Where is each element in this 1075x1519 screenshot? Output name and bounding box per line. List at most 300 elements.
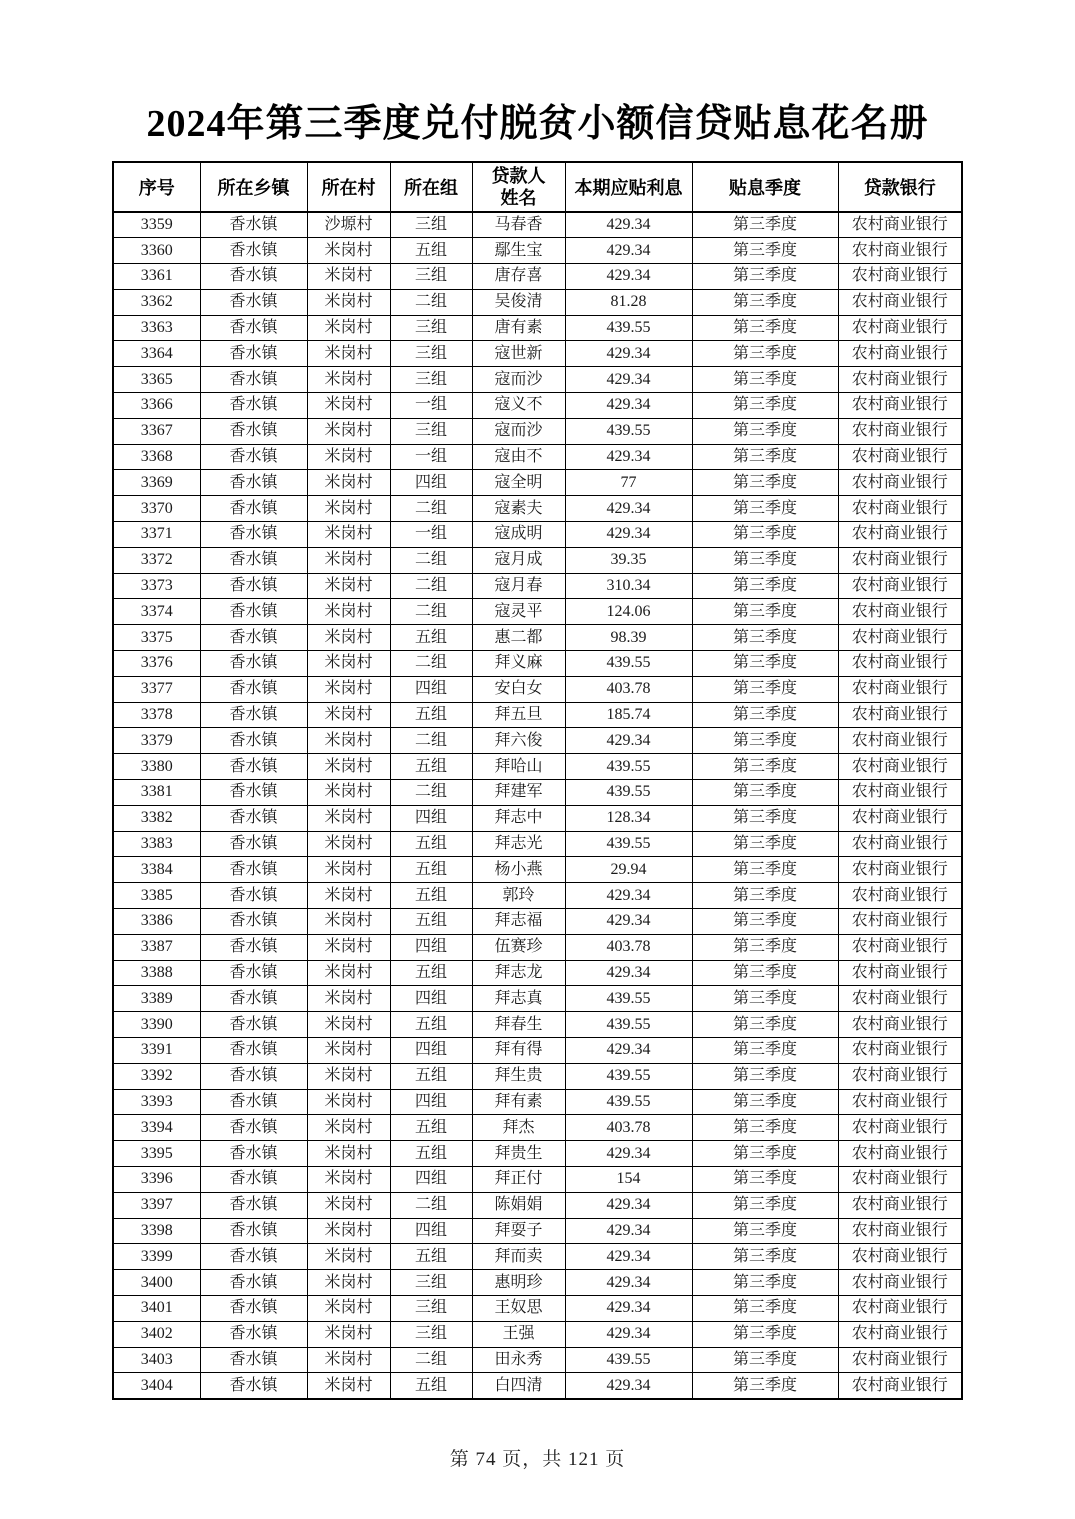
table-row: [113, 367, 962, 393]
cell-seq: 3368: [113, 444, 200, 470]
cell-township: 香水镇: [200, 444, 307, 470]
cell-village: 米岗村: [307, 1012, 390, 1038]
table-row: [113, 780, 962, 806]
cell-seq: 3376: [113, 651, 200, 677]
cell-village: 米岗村: [307, 857, 390, 883]
cell-name: 吴俊清: [472, 289, 565, 315]
cell-township: 香水镇: [200, 1063, 307, 1089]
cell-bank: 农村商业银行: [838, 625, 962, 651]
cell-township: 香水镇: [200, 1038, 307, 1064]
cell-name: 王强: [472, 1321, 565, 1347]
col-header-quarter: 贴息季度: [692, 162, 838, 212]
cell-bank: 农村商业银行: [838, 883, 962, 909]
cell-interest: 429.34: [565, 444, 692, 470]
cell-quarter: 第三季度: [692, 289, 838, 315]
cell-group: 二组: [390, 289, 472, 315]
cell-interest: 429.34: [565, 1321, 692, 1347]
cell-village: 米岗村: [307, 341, 390, 367]
cell-village: 米岗村: [307, 883, 390, 909]
cell-bank: 农村商业银行: [838, 1141, 962, 1167]
cell-bank: 农村商业银行: [838, 1089, 962, 1115]
cell-group: 五组: [390, 1141, 472, 1167]
cell-quarter: 第三季度: [692, 1373, 838, 1399]
cell-bank: 农村商业银行: [838, 1244, 962, 1270]
table-row: [113, 702, 962, 728]
cell-village: 米岗村: [307, 444, 390, 470]
cell-interest: 439.55: [565, 754, 692, 780]
cell-township: 香水镇: [200, 315, 307, 341]
cell-group: 四组: [390, 805, 472, 831]
cell-township: 香水镇: [200, 1192, 307, 1218]
cell-seq: 3365: [113, 367, 200, 393]
cell-bank: 农村商业银行: [838, 1012, 962, 1038]
cell-quarter: 第三季度: [692, 857, 838, 883]
table-row: [113, 341, 962, 367]
cell-group: 二组: [390, 1347, 472, 1373]
cell-bank: 农村商业银行: [838, 651, 962, 677]
cell-interest: 429.34: [565, 1192, 692, 1218]
cell-group: 五组: [390, 960, 472, 986]
cell-group: 二组: [390, 780, 472, 806]
cell-seq: 3366: [113, 393, 200, 419]
table-row: [113, 1244, 962, 1270]
cell-quarter: 第三季度: [692, 960, 838, 986]
cell-seq: 3381: [113, 780, 200, 806]
cell-township: 香水镇: [200, 883, 307, 909]
cell-name: 唐有素: [472, 315, 565, 341]
cell-group: 二组: [390, 547, 472, 573]
cell-name: 拜志福: [472, 909, 565, 935]
table-row: [113, 1012, 962, 1038]
cell-interest: 403.78: [565, 1115, 692, 1141]
table-row: [113, 960, 962, 986]
cell-seq: 3400: [113, 1270, 200, 1296]
cell-group: 五组: [390, 1373, 472, 1399]
cell-name: 拜五旦: [472, 702, 565, 728]
cell-interest: 403.78: [565, 676, 692, 702]
cell-interest: 429.34: [565, 1038, 692, 1064]
cell-village: 米岗村: [307, 1166, 390, 1192]
cell-village: 米岗村: [307, 702, 390, 728]
cell-group: 五组: [390, 1244, 472, 1270]
cell-quarter: 第三季度: [692, 1244, 838, 1270]
cell-quarter: 第三季度: [692, 444, 838, 470]
cell-township: 香水镇: [200, 1295, 307, 1321]
cell-name: 寇由不: [472, 444, 565, 470]
cell-seq: 3372: [113, 547, 200, 573]
cell-township: 香水镇: [200, 238, 307, 264]
cell-name: 郭玲: [472, 883, 565, 909]
table-row: [113, 651, 962, 677]
cell-bank: 农村商业银行: [838, 393, 962, 419]
cell-group: 一组: [390, 444, 472, 470]
table-row: [113, 315, 962, 341]
cell-interest: 429.34: [565, 522, 692, 548]
cell-seq: 3382: [113, 805, 200, 831]
cell-seq: 3403: [113, 1347, 200, 1373]
cell-name: 拜耍子: [472, 1218, 565, 1244]
cell-seq: 3393: [113, 1089, 200, 1115]
cell-group: 三组: [390, 1321, 472, 1347]
cell-township: 香水镇: [200, 676, 307, 702]
cell-seq: 3379: [113, 728, 200, 754]
cell-name: 白四清: [472, 1373, 565, 1399]
cell-name: 寇全明: [472, 470, 565, 496]
cell-group: 三组: [390, 264, 472, 290]
cell-township: 香水镇: [200, 264, 307, 290]
cell-township: 香水镇: [200, 1270, 307, 1296]
cell-interest: 439.55: [565, 1089, 692, 1115]
cell-seq: 3359: [113, 212, 200, 238]
col-header-village: 所在村: [307, 162, 390, 212]
cell-bank: 农村商业银行: [838, 1295, 962, 1321]
cell-interest: 77: [565, 470, 692, 496]
cell-seq: 3398: [113, 1218, 200, 1244]
cell-seq: 3394: [113, 1115, 200, 1141]
table-row: [113, 857, 962, 883]
cell-bank: 农村商业银行: [838, 780, 962, 806]
cell-quarter: 第三季度: [692, 496, 838, 522]
cell-group: 四组: [390, 1218, 472, 1244]
cell-name: 杨小燕: [472, 857, 565, 883]
cell-group: 一组: [390, 393, 472, 419]
table-row: [113, 909, 962, 935]
cell-group: 五组: [390, 909, 472, 935]
cell-name: 寇月成: [472, 547, 565, 573]
cell-group: 四组: [390, 1166, 472, 1192]
cell-village: 米岗村: [307, 522, 390, 548]
cell-seq: 3386: [113, 909, 200, 935]
cell-village: 米岗村: [307, 625, 390, 651]
cell-seq: 3388: [113, 960, 200, 986]
cell-interest: 439.55: [565, 651, 692, 677]
cell-township: 香水镇: [200, 831, 307, 857]
cell-bank: 农村商业银行: [838, 728, 962, 754]
cell-interest: 439.55: [565, 418, 692, 444]
cell-bank: 农村商业银行: [838, 805, 962, 831]
cell-group: 四组: [390, 934, 472, 960]
table-row: [113, 1115, 962, 1141]
cell-interest: 439.55: [565, 315, 692, 341]
cell-seq: 3396: [113, 1166, 200, 1192]
cell-bank: 农村商业银行: [838, 857, 962, 883]
cell-township: 香水镇: [200, 754, 307, 780]
table-row: [113, 676, 962, 702]
cell-interest: 29.94: [565, 857, 692, 883]
cell-seq: 3389: [113, 986, 200, 1012]
cell-group: 四组: [390, 1038, 472, 1064]
table-row: [113, 1089, 962, 1115]
cell-township: 香水镇: [200, 393, 307, 419]
cell-interest: 429.34: [565, 393, 692, 419]
cell-seq: 3390: [113, 1012, 200, 1038]
cell-township: 香水镇: [200, 986, 307, 1012]
cell-quarter: 第三季度: [692, 909, 838, 935]
cell-quarter: 第三季度: [692, 393, 838, 419]
table-row: [113, 1270, 962, 1296]
cell-interest: 39.35: [565, 547, 692, 573]
cell-interest: 439.55: [565, 986, 692, 1012]
cell-bank: 农村商业银行: [838, 341, 962, 367]
cell-bank: 农村商业银行: [838, 1218, 962, 1244]
cell-quarter: 第三季度: [692, 573, 838, 599]
cell-bank: 农村商业银行: [838, 909, 962, 935]
cell-quarter: 第三季度: [692, 238, 838, 264]
cell-seq: 3361: [113, 264, 200, 290]
cell-village: 米岗村: [307, 728, 390, 754]
cell-group: 二组: [390, 651, 472, 677]
cell-bank: 农村商业银行: [838, 444, 962, 470]
cell-village: 米岗村: [307, 805, 390, 831]
cell-quarter: 第三季度: [692, 547, 838, 573]
table-row: [113, 831, 962, 857]
cell-interest: 429.34: [565, 496, 692, 522]
cell-village: 米岗村: [307, 651, 390, 677]
col-header-group: 所在组: [390, 162, 472, 212]
cell-interest: 429.34: [565, 264, 692, 290]
cell-interest: 429.34: [565, 1270, 692, 1296]
table-row: [113, 625, 962, 651]
cell-township: 香水镇: [200, 1218, 307, 1244]
col-header-borrower-name: 贷款人姓名: [472, 162, 565, 212]
cell-seq: 3367: [113, 418, 200, 444]
cell-interest: 185.74: [565, 702, 692, 728]
cell-township: 香水镇: [200, 1089, 307, 1115]
cell-township: 香水镇: [200, 651, 307, 677]
cell-interest: 154: [565, 1166, 692, 1192]
cell-bank: 农村商业银行: [838, 315, 962, 341]
cell-group: 五组: [390, 831, 472, 857]
cell-interest: 128.34: [565, 805, 692, 831]
cell-bank: 农村商业银行: [838, 1166, 962, 1192]
cell-quarter: 第三季度: [692, 470, 838, 496]
cell-quarter: 第三季度: [692, 1141, 838, 1167]
cell-name: 拜志中: [472, 805, 565, 831]
cell-village: 米岗村: [307, 676, 390, 702]
cell-bank: 农村商业银行: [838, 547, 962, 573]
cell-group: 五组: [390, 1012, 472, 1038]
table-row: [113, 1141, 962, 1167]
cell-bank: 农村商业银行: [838, 831, 962, 857]
cell-name: 拜建军: [472, 780, 565, 806]
cell-seq: 3363: [113, 315, 200, 341]
cell-township: 香水镇: [200, 1166, 307, 1192]
cell-name: 田永秀: [472, 1347, 565, 1373]
cell-group: 五组: [390, 754, 472, 780]
table-row: [113, 728, 962, 754]
cell-village: 米岗村: [307, 289, 390, 315]
cell-township: 香水镇: [200, 805, 307, 831]
cell-quarter: 第三季度: [692, 805, 838, 831]
cell-bank: 农村商业银行: [838, 1115, 962, 1141]
cell-township: 香水镇: [200, 1115, 307, 1141]
cell-quarter: 第三季度: [692, 341, 838, 367]
table-row: [113, 418, 962, 444]
table-row: [113, 1347, 962, 1373]
cell-village: 米岗村: [307, 909, 390, 935]
cell-name: 寇而沙: [472, 367, 565, 393]
cell-bank: 农村商业银行: [838, 212, 962, 238]
table-row: [113, 1166, 962, 1192]
cell-village: 米岗村: [307, 1321, 390, 1347]
cell-seq: 3385: [113, 883, 200, 909]
table-row: [113, 212, 962, 238]
cell-group: 二组: [390, 573, 472, 599]
cell-village: 米岗村: [307, 831, 390, 857]
cell-interest: 429.34: [565, 909, 692, 935]
table-row: [113, 1192, 962, 1218]
cell-township: 香水镇: [200, 341, 307, 367]
cell-name: 拜六俊: [472, 728, 565, 754]
table-row: [113, 470, 962, 496]
cell-quarter: 第三季度: [692, 1115, 838, 1141]
cell-interest: 439.55: [565, 1347, 692, 1373]
cell-name: 惠明珍: [472, 1270, 565, 1296]
cell-group: 二组: [390, 1192, 472, 1218]
cell-bank: 农村商业银行: [838, 1038, 962, 1064]
cell-interest: 429.34: [565, 728, 692, 754]
table-row: [113, 934, 962, 960]
cell-bank: 农村商业银行: [838, 599, 962, 625]
cell-township: 香水镇: [200, 1012, 307, 1038]
cell-bank: 农村商业银行: [838, 934, 962, 960]
cell-seq: 3402: [113, 1321, 200, 1347]
cell-interest: 124.06: [565, 599, 692, 625]
table-row: [113, 444, 962, 470]
cell-village: 米岗村: [307, 1244, 390, 1270]
cell-bank: 农村商业银行: [838, 1321, 962, 1347]
col-header-interest: 本期应贴利息: [565, 162, 692, 212]
cell-interest: 310.34: [565, 573, 692, 599]
cell-interest: 429.34: [565, 960, 692, 986]
page-footer: 第 74 页，共 121 页: [449, 1448, 626, 1470]
cell-quarter: 第三季度: [692, 754, 838, 780]
cell-seq: 3364: [113, 341, 200, 367]
cell-village: 米岗村: [307, 418, 390, 444]
cell-township: 香水镇: [200, 728, 307, 754]
cell-village: 米岗村: [307, 1295, 390, 1321]
cell-quarter: 第三季度: [692, 1295, 838, 1321]
table-row: [113, 393, 962, 419]
cell-seq: 3383: [113, 831, 200, 857]
table-row: [113, 264, 962, 290]
cell-interest: 429.34: [565, 341, 692, 367]
cell-seq: 3360: [113, 238, 200, 264]
cell-name: 惠二都: [472, 625, 565, 651]
cell-name: 拜志光: [472, 831, 565, 857]
subsidy-roster-table: [112, 161, 963, 1400]
cell-township: 香水镇: [200, 702, 307, 728]
cell-seq: 3377: [113, 676, 200, 702]
cell-village: 米岗村: [307, 1218, 390, 1244]
cell-township: 香水镇: [200, 599, 307, 625]
cell-township: 香水镇: [200, 367, 307, 393]
cell-name: 寇灵平: [472, 599, 565, 625]
cell-name: 拜志龙: [472, 960, 565, 986]
cell-village: 米岗村: [307, 1192, 390, 1218]
cell-village: 米岗村: [307, 1270, 390, 1296]
cell-interest: 429.34: [565, 367, 692, 393]
cell-bank: 农村商业银行: [838, 1373, 962, 1399]
cell-seq: 3392: [113, 1063, 200, 1089]
cell-group: 五组: [390, 1063, 472, 1089]
cell-seq: 3399: [113, 1244, 200, 1270]
cell-group: 五组: [390, 702, 472, 728]
cell-bank: 农村商业银行: [838, 367, 962, 393]
cell-group: 五组: [390, 883, 472, 909]
cell-name: 寇成明: [472, 522, 565, 548]
cell-group: 三组: [390, 1295, 472, 1321]
cell-township: 香水镇: [200, 470, 307, 496]
cell-quarter: 第三季度: [692, 418, 838, 444]
cell-group: 三组: [390, 418, 472, 444]
cell-quarter: 第三季度: [692, 651, 838, 677]
cell-quarter: 第三季度: [692, 831, 838, 857]
cell-township: 香水镇: [200, 289, 307, 315]
cell-bank: 农村商业银行: [838, 1192, 962, 1218]
cell-interest: 439.55: [565, 1063, 692, 1089]
cell-bank: 农村商业银行: [838, 702, 962, 728]
cell-seq: 3391: [113, 1038, 200, 1064]
cell-group: 四组: [390, 1089, 472, 1115]
cell-name: 拜而卖: [472, 1244, 565, 1270]
cell-quarter: 第三季度: [692, 1218, 838, 1244]
cell-group: 五组: [390, 238, 472, 264]
cell-bank: 农村商业银行: [838, 754, 962, 780]
cell-group: 三组: [390, 315, 472, 341]
table-body: [113, 212, 962, 1399]
cell-seq: 3370: [113, 496, 200, 522]
cell-group: 三组: [390, 367, 472, 393]
cell-name: 寇义不: [472, 393, 565, 419]
cell-bank: 农村商业银行: [838, 986, 962, 1012]
table-row: [113, 238, 962, 264]
table-row: [113, 883, 962, 909]
cell-name: 伍赛珍: [472, 934, 565, 960]
page-title: 2024年第三季度兑付脱贫小额信贷贴息花名册: [146, 103, 929, 145]
cell-name: 寇而沙: [472, 418, 565, 444]
table-row: [113, 1063, 962, 1089]
cell-village: 米岗村: [307, 315, 390, 341]
cell-quarter: 第三季度: [692, 522, 838, 548]
cell-bank: 农村商业银行: [838, 418, 962, 444]
cell-name: 拜生贵: [472, 1063, 565, 1089]
cell-group: 五组: [390, 625, 472, 651]
cell-village: 米岗村: [307, 547, 390, 573]
cell-quarter: 第三季度: [692, 1270, 838, 1296]
cell-name: 拜志真: [472, 986, 565, 1012]
cell-seq: 3378: [113, 702, 200, 728]
cell-name: 王奴思: [472, 1295, 565, 1321]
cell-seq: 3397: [113, 1192, 200, 1218]
table-row: [113, 496, 962, 522]
cell-interest: 429.34: [565, 1244, 692, 1270]
cell-interest: 429.34: [565, 238, 692, 264]
cell-name: 寇世新: [472, 341, 565, 367]
table-row: [113, 754, 962, 780]
cell-group: 五组: [390, 1115, 472, 1141]
cell-bank: 农村商业银行: [838, 496, 962, 522]
cell-name: 鄢生宝: [472, 238, 565, 264]
cell-seq: 3387: [113, 934, 200, 960]
cell-interest: 429.34: [565, 212, 692, 238]
cell-village: 米岗村: [307, 1347, 390, 1373]
cell-bank: 农村商业银行: [838, 1270, 962, 1296]
cell-name: 寇素夫: [472, 496, 565, 522]
cell-seq: 3380: [113, 754, 200, 780]
table-row: [113, 547, 962, 573]
cell-bank: 农村商业银行: [838, 289, 962, 315]
